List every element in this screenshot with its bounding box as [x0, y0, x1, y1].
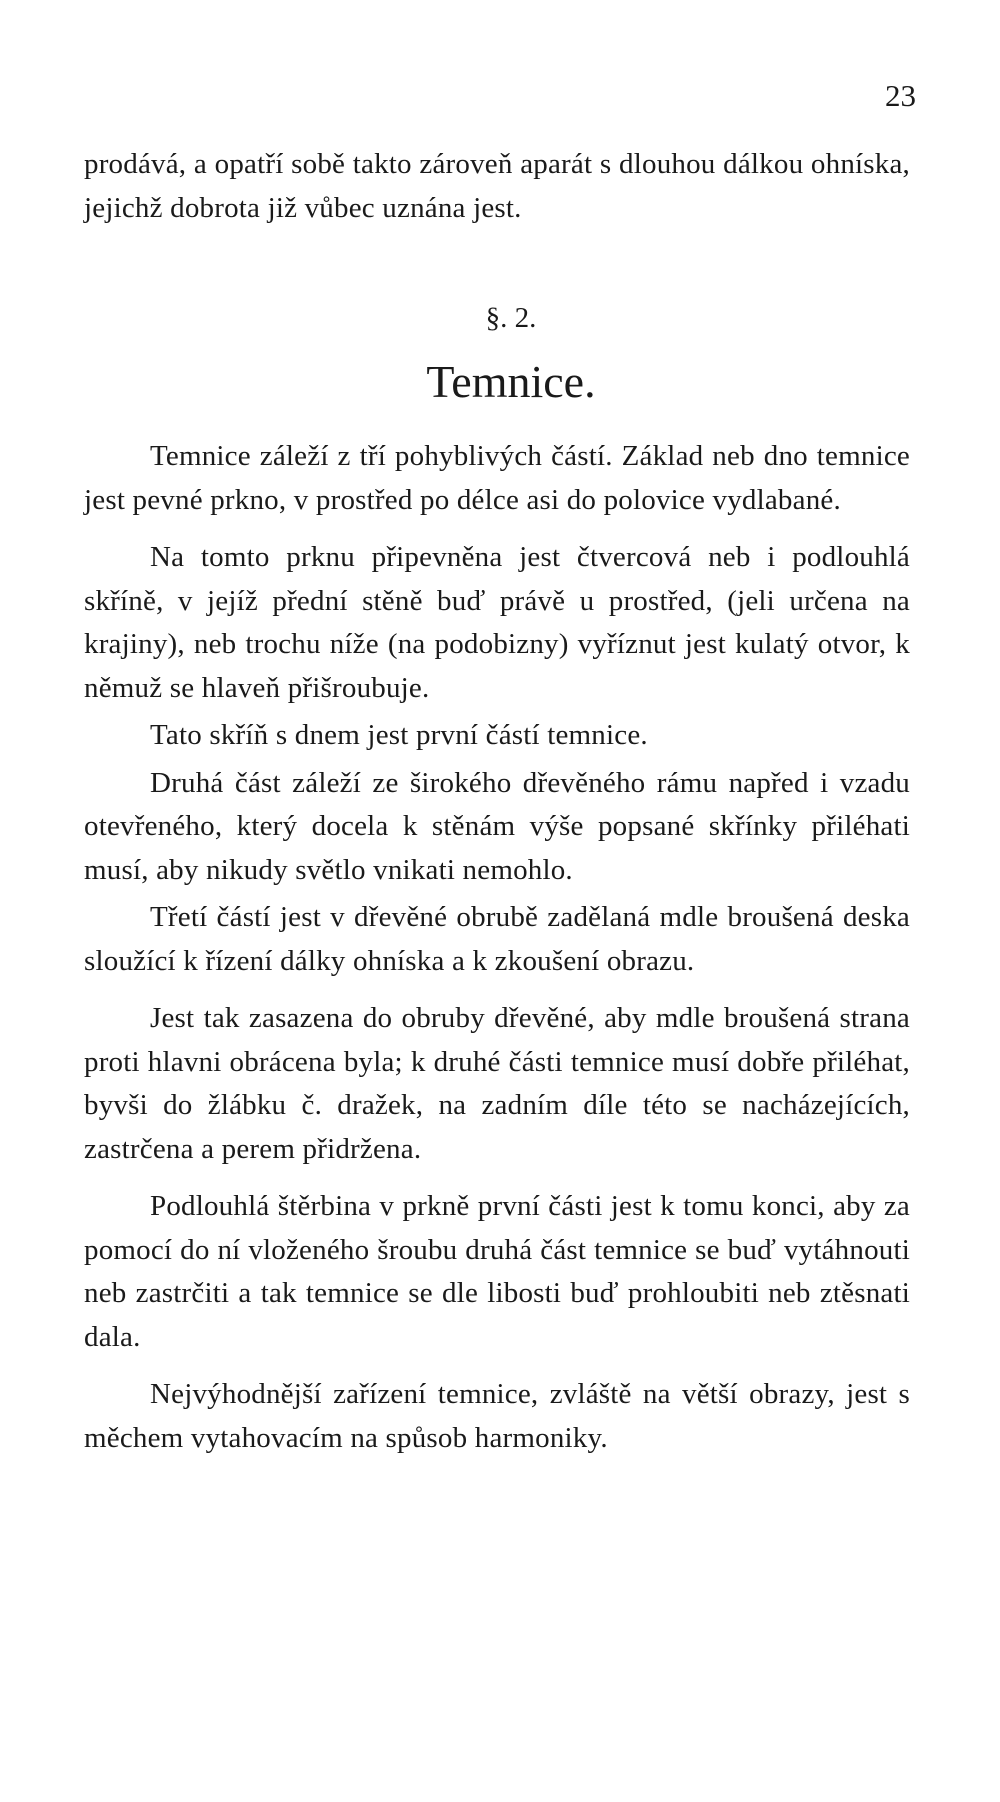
paragraph-5: Třetí částí jest v dřevěné obrubě zadělaná mdle broušená deska sloužící k řízení dálky ohníska a k zkoušení obrazu.: [84, 901, 910, 977]
paragraph-3: Tato skříň s dnem jest první částí temnice.: [150, 719, 648, 751]
section-number: §. 2.: [485, 302, 537, 334]
opening-paragraph: prodává, a opatří sobě takto zároveň aparát s dlouhou dálkou ohníska, jejichž dobrota již vůbec uznána jest.: [84, 148, 910, 224]
paragraph-1: Temnice záleží z tří pohyblivých částí. Základ neb dno temnice jest pevné prkno, v prostřed po délce asi do polovice vydlabané.: [84, 440, 910, 516]
paragraph-2: Na tomto prknu připevněna jest čtvercová neb i podlouhlá skříně, v jejíž přední stěně buď právě u prostřed, (jeli určena na krajiny), neb trochu níže (na podobizny) vyříznut jest kulatý otvor, k němuž se hlaveň přišroubuje.: [84, 541, 910, 704]
paragraph-8: Nejvýhodnější zařízení temnice, zvláště na větší obrazy, jest s měchem vytahovacím na spůsob harmoniky.: [84, 1378, 910, 1454]
section-title: Temnice.: [426, 356, 596, 407]
page-number: 23: [885, 78, 916, 113]
paragraph-6: Jest tak zasazena do obruby dřevěné, aby mdle broušená strana proti hlavni obrácena byla; k druhé části temnice musí dobře přiléhat, byvši do žlábku č. dražek, na zadním díle této se nacházejících, zastrčena a perem přidržena.: [84, 1002, 910, 1165]
book-page: [84, 78, 916, 1460]
paragraph-7: Podlouhlá štěrbina v prkně první části jest k tomu konci, aby za pomocí do ní vloženého šroubu druhá část temnice se buď vytáhnouti neb zastrčiti a tak temnice se dle libosti buď prohloubiti neb ztěsnati dala.: [84, 1190, 910, 1353]
paragraph-4: Druhá část záleží ze širokého dřevěného rámu napřed i vzadu otevřeného, který docela k stěnám výše popsané skřínky přiléhati musí, aby nikudy světlo vnikati nemohlo.: [84, 766, 910, 886]
